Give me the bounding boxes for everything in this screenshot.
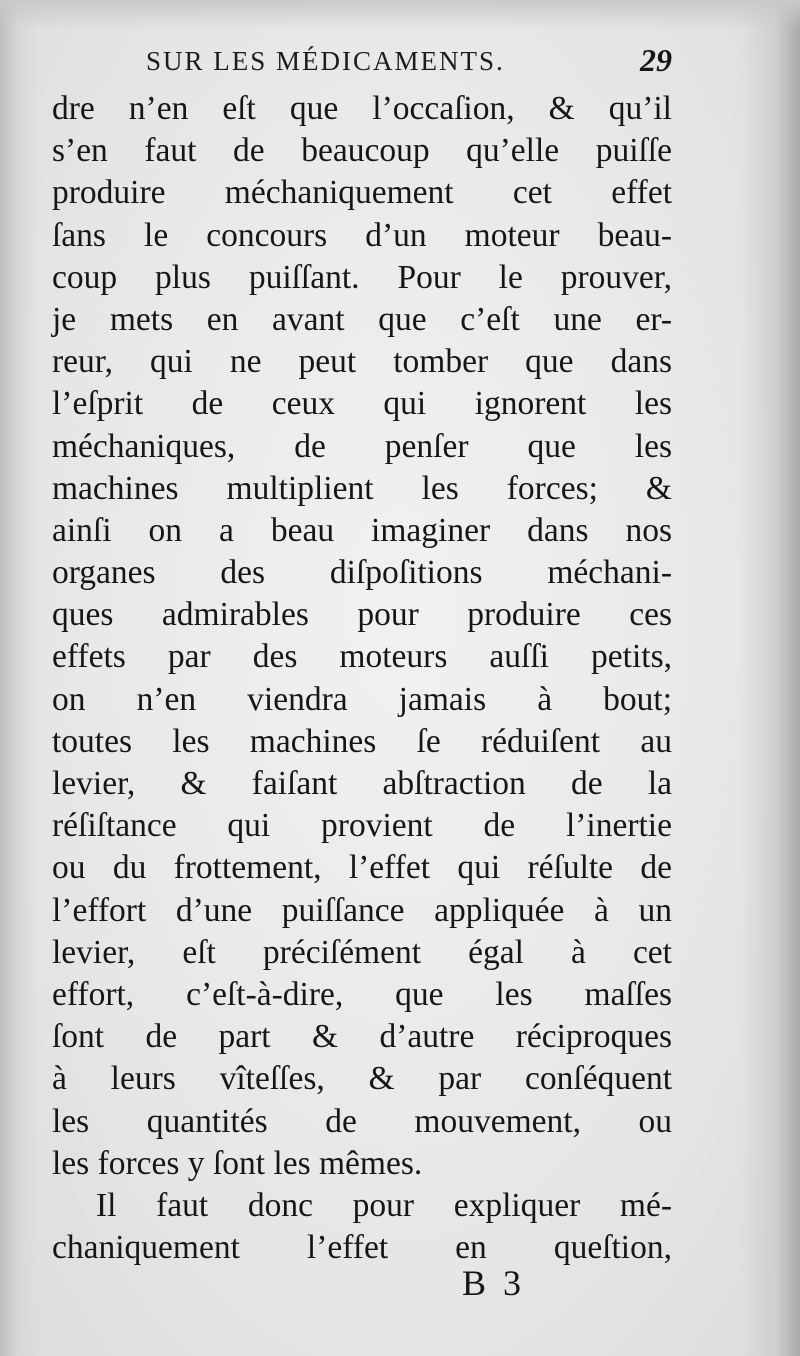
page-header	[60, 42, 672, 90]
text-line: toutes les machines ſe réduiſent au	[52, 722, 672, 760]
body-text	[52, 88, 672, 1269]
text-line: machines multiplient les forces; &	[52, 469, 672, 507]
paragraph-end-line: les forces y ſont les mêmes.	[52, 1144, 423, 1182]
text-line: on n’en viendra jamais à bout;	[52, 680, 672, 718]
paragraph-start-line: Il faut donc pour expliquer mé-	[96, 1186, 672, 1224]
page-edge-shadow	[740, 0, 800, 1356]
text-line: les quantités de mouvement, ou	[52, 1102, 672, 1140]
text-line: ques admirables pour produire ces	[52, 596, 672, 634]
text-line: méchaniques, de penſer que les	[52, 427, 672, 465]
text-line: réſiſtance qui provient de l’inertie	[52, 807, 672, 845]
text-line: à leurs vîteſſes, & par conſéquent	[52, 1060, 672, 1098]
text-line: dre n’en eſt que l’occaſion, & qu’il	[52, 90, 672, 127]
binding-shadow	[0, 0, 38, 1356]
text-line: effort, c’eſt-à-dire, que les maſſes	[52, 975, 672, 1013]
text-line: ſans le concours d’un moteur beau-	[52, 216, 672, 254]
text-line: ſont de part & d’autre réciproques	[52, 1018, 672, 1056]
text-line: coup plus puiſſant. Pour le prouver,	[52, 258, 672, 296]
text-line: organes des diſpoſitions méchani-	[52, 554, 672, 592]
text-line: effets par des moteurs auſſi petits,	[52, 638, 672, 676]
text-line: je mets en avant que c’eſt une er-	[52, 300, 672, 338]
signature-mark: B 3	[462, 1263, 526, 1303]
text-line: l’eſprit de ceux qui ignorent les	[52, 385, 672, 423]
text-line: produire méchaniquement cet effet	[52, 174, 672, 212]
text-line: chaniquement l’effet en queſtion,	[52, 1229, 672, 1267]
text-line: ainſi on a beau imaginer dans nos	[52, 511, 672, 549]
text-line: levier, eſt préciſément égal à cet	[52, 933, 672, 971]
text-line: levier, & faiſant abſtraction de la	[52, 765, 672, 802]
top-edge-shadow	[0, 0, 800, 30]
text-line: ou du frottement, l’effet qui réſulte de	[52, 849, 672, 887]
text-line: l’effort d’une puiſſance appliquée à un	[52, 891, 672, 929]
text-line: s’en faut de beaucoup qu’elle puiſſe	[52, 132, 672, 170]
running-head: SUR LES MÉDICAMENTS.	[146, 46, 505, 76]
text-line: reur, qui ne peut tomber que dans	[52, 343, 672, 381]
page-number: 29	[640, 42, 672, 78]
